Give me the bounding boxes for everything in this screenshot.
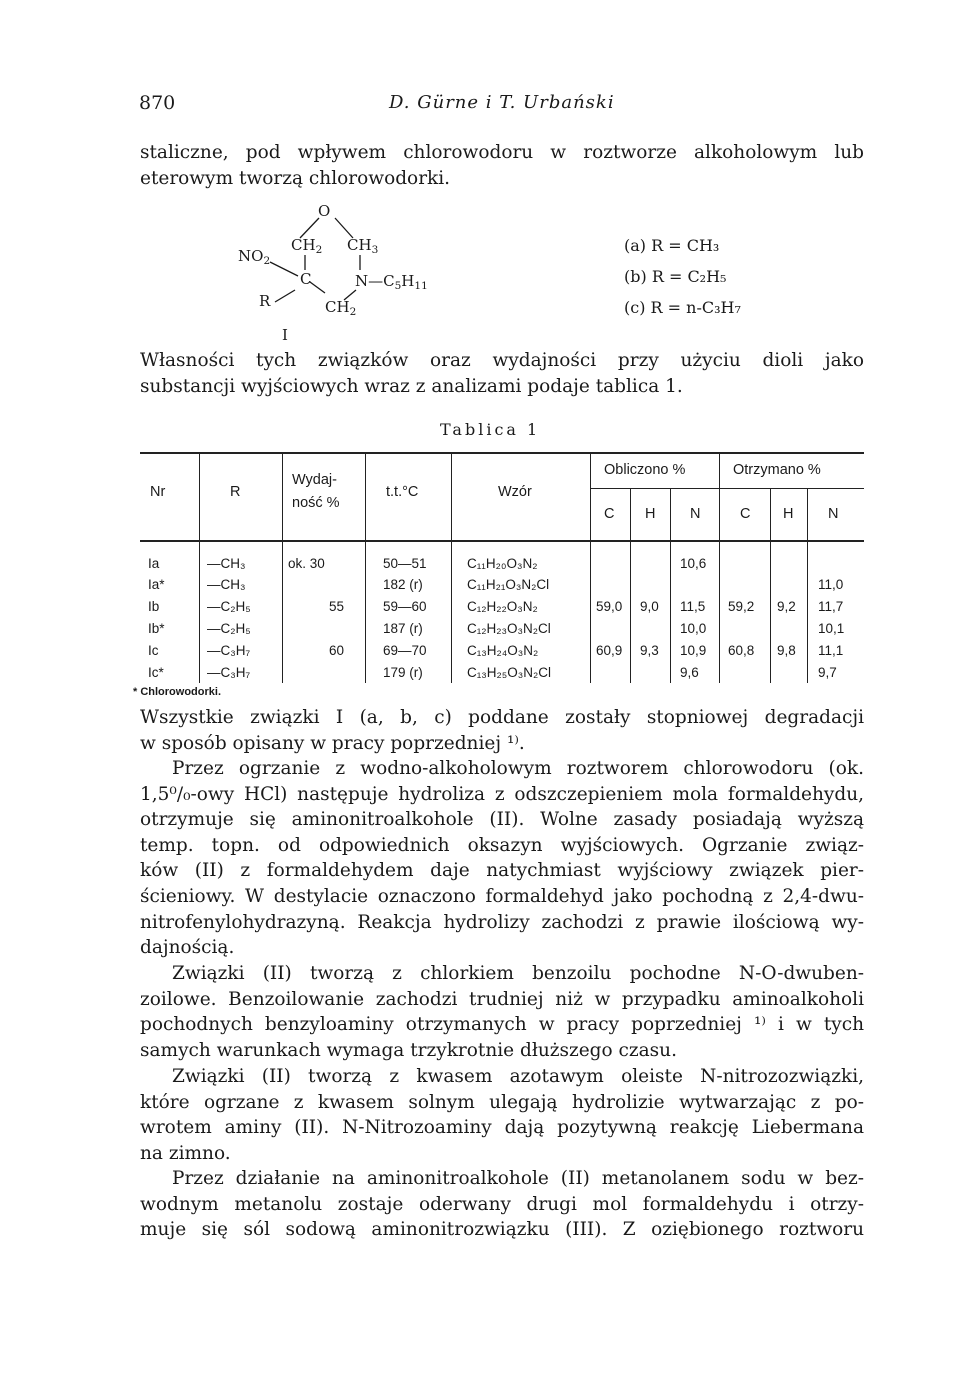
text-line: na zimno. [140,1142,231,1164]
substituent-list [624,230,741,323]
structural-formula: O $CH_2$ $CH_3$ $NO_2$ C $N—C_5H_{11}$ R $CH_2$ I [230,200,490,350]
cell-calc-h: 9,0 [640,599,659,614]
text-line: staliczne, pod wpływem chlorowodoru w roztworze alkoholowym lub [140,142,864,163]
paragraph-5 [140,1064,864,1166]
cell-formula: C₁₁H₂₁O₃N₂Cl [467,577,550,592]
text-line: Przez działanie na aminonitroalkohole (II) metanolanem sodu w bez- [172,1168,864,1189]
text-line: eterowym tworzą chlorowodorki. [140,167,451,189]
paragraph-1 [140,348,864,399]
cell-mp: 179 (r) [383,665,423,680]
header-found: Otrzymano % [733,462,821,478]
cell-formula: C₁₃H₂₄O₃N₂ [467,643,539,658]
variant-b: (b) R = C₂H₅ [624,267,727,286]
text-line: ków (II) z formaldehydem daje natychmiast wyjściowy związek pier- [140,860,864,882]
text-line: Własności tych związków oraz wydajności przy użyciu dioli jako [140,350,864,371]
cell-calc-n: 10,6 [680,556,707,571]
cell-found-n: 11,0 [818,577,844,592]
cell-r: —C₃H₇ [207,665,251,680]
cell-calc-n: 11,5 [680,599,706,614]
cell-yield: 60 [329,643,345,658]
cell-calc-n: 10,0 [680,621,707,636]
cell-calc-c: 60,9 [596,643,623,658]
header-calc-h: H [645,506,656,522]
table-title: Tablica 1 [440,420,541,439]
cell-mp: 50—51 [383,556,427,571]
header-mp: t.t.°C [386,484,419,500]
cell-found-n: 10,1 [818,621,845,636]
header-found-h: H [783,506,794,522]
cell-found-c: 60,8 [728,643,755,658]
text-line: Związki (II) tworzą z kwasem azotawym oleiste N-nitrozozwiązki, [172,1066,864,1087]
cell-r: —C₂H₅ [207,621,251,636]
header-r: R [230,484,241,500]
text-line: muje się sól sodową aminonitrozwiązku (III). Z oziębionego roztworu [140,1219,864,1241]
paragraph-4 [140,961,864,1063]
text-line: zoilowe. Benzoilowanie zachodzi trudniej niż w przypadku aminoalkoholi [140,988,864,1010]
cell-calc-n: 10,9 [680,643,707,658]
cell-nr: Ib [148,599,160,614]
text-line: 1,5⁰/₀-owy HCl) następuje hydroliza z odszczepieniem mola formaldehydu, [140,783,864,805]
text-line: Przez ogrzanie z wodno-alkoholowym roztworem chlorowodoru (ok. [172,758,864,779]
header-calculated: Obliczono % [604,462,686,478]
running-head: D. Gürne i T. Urbański [389,92,615,113]
page-number: 870 [139,92,176,114]
intro-paragraph [140,140,864,191]
cell-mp: 182 (r) [383,577,423,592]
text-line: temp. topn. od odpowiednich oksazyn wyjściowych. Ogrzanie związ- [140,834,864,856]
cell-yield: ok. 30 [288,556,325,571]
variant-c: (c) R = n-C₃H₇ [624,298,741,317]
paragraph-3 [140,756,864,961]
text-line: wodnym metanolu zostaje oderwany drugi mol formaldehydu i otrzy- [140,1193,864,1215]
header-found-c: C [740,506,751,522]
header-yield-2: ność % [292,495,340,511]
cell-nr: Ib* [148,621,165,636]
header-found-n: N [828,506,839,522]
cell-nr: Ic* [148,665,164,680]
cell-mp: 69—70 [383,643,427,658]
header-nr: Nr [150,484,166,500]
cell-nr: Ic [148,643,159,658]
text-line: samych warunkach wymaga trzykrotnie dłuższego czasu. [140,1039,677,1061]
paragraph-6 [140,1166,864,1243]
text-line: dajnością. [140,937,235,959]
header-yield-1: Wydaj- [292,472,337,488]
cell-found-h: 9,2 [777,599,796,614]
cell-formula: C₁₃H₂₅O₃N₂Cl [467,665,551,680]
text-line: ścieniowy. W destylacie oznaczono formaldehyd jako pochodną z 2,4-dwu- [140,885,864,907]
header-calc-c: C [604,506,615,522]
cell-found-n: 11,1 [818,643,844,658]
cell-calc-n: 9,6 [680,665,699,680]
cell-yield: 55 [329,599,345,614]
cell-found-h: 9,8 [777,643,796,658]
text-line: które ogrzane z kwasem solnym ulegają hydrolizie wytwarzając z po- [140,1091,864,1113]
cell-found-n: 11,7 [818,599,844,614]
paragraph-2 [140,705,864,756]
text-line: Związki (II) tworzą z chlorkiem benzoilu pochodne N-O-dwuben- [172,963,864,984]
cell-found-c: 59,2 [728,599,755,614]
cell-nr: Ia [148,556,160,571]
cell-mp: 59—60 [383,599,427,614]
cell-formula: C₁₂H₂₂O₃N₂ [467,599,538,614]
cell-r: —CH₃ [207,556,246,571]
header-calc-n: N [690,506,701,522]
formula-label: I [282,326,288,344]
cell-formula: C₁₂H₂₃O₃N₂Cl [467,621,551,636]
variant-a: (a) R = CH₃ [624,236,720,255]
text-line: substancji wyjściowych wraz z analizami podaje tablica 1. [140,375,683,397]
cell-found-n: 9,7 [818,665,837,680]
text-line: wrotem aminy (II). N-Nitrozoaminy dają pozytywną reakcję Liebermana [140,1117,864,1139]
header-formula: Wzór [498,484,532,500]
cell-nr: Ia* [148,577,165,592]
cell-calc-c: 59,0 [596,599,623,614]
cell-formula: C₁₁H₂₀O₃N₂ [467,556,538,571]
text-line: Wszystkie związki I (a, b, c) poddane zostały stopniowej degradacji [140,707,864,728]
text-line: w sposób opisany w pracy poprzedniej ¹⁾. [140,732,525,754]
cell-r: —C₂H₅ [207,599,251,614]
table-footnote: * Chlorowodorki. [133,686,221,698]
cell-r: —CH₃ [207,577,246,592]
cell-mp: 187 (r) [383,621,423,636]
cell-calc-h: 9,3 [640,643,659,658]
text-line: pochodnych benzyloaminy otrzymanych w pracy poprzedniej ¹⁾ i w tych [140,1014,864,1036]
cell-r: —C₃H₇ [207,643,251,658]
text-line: otrzymuje się aminonitroalkohole (II). Wolne zasady posiadają wyższą [140,809,864,831]
text-line: nitrofenylohydrazyną. Reakcja hydrolizy zachodzi z prawie ilościową wy- [140,911,864,933]
